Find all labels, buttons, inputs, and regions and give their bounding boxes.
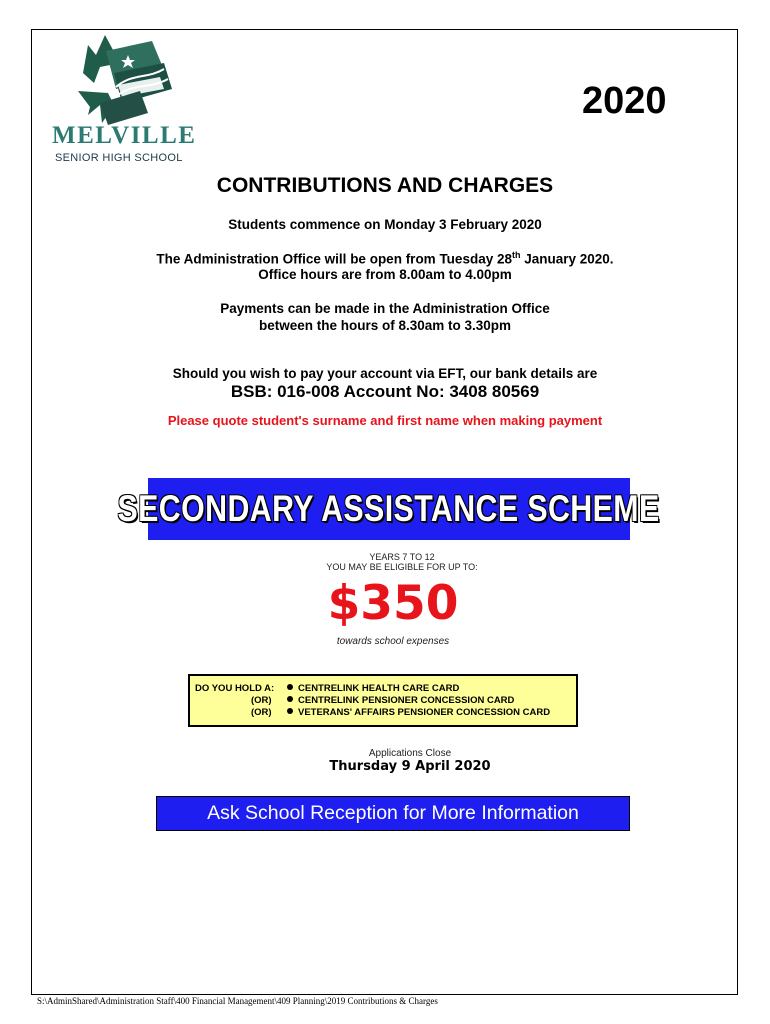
card-item-1-label: CENTRELINK HEALTH CARE CARD: [298, 683, 460, 694]
scheme-banner: [117, 478, 661, 540]
year-heading: 2020: [582, 80, 667, 122]
hold-label: DO YOU HOLD A:: [195, 683, 275, 694]
office-hours-text: Office hours are from 8.00am to 4.00pm: [258, 267, 512, 282]
or-label-1: (OR): [251, 695, 272, 706]
admin-open-after: January 2020.: [520, 251, 614, 267]
quote-note: Please quote student's surname and first name when making payment: [167, 413, 603, 428]
scheme-banner-text: SECONDARY ASSISTANCE SCHEME: [117, 488, 661, 529]
scheme-years: YEARS 7 TO 12: [369, 552, 435, 562]
page-title: CONTRIBUTIONS AND CHARGES: [216, 174, 554, 197]
admin-open-text: [0, 250, 770, 267]
footer-file-path: S:\AdminShared\Administration Staff\400 Financial Management\409 Planning\2019 Contributions & Charges: [37, 996, 438, 1006]
commence-text: Students commence on Monday 3 February 2020: [228, 217, 542, 232]
bullet-icon: [287, 684, 293, 690]
card-item-1: [287, 683, 459, 694]
applications-close-label: Applications Close: [368, 748, 452, 759]
applications-close-date: Thursday 9 April 2020: [329, 759, 491, 774]
bsb-account-text: BSB: 016-008 Account No: 3408 80569: [230, 382, 540, 401]
ask-reception-banner: Ask School Reception for More Information: [156, 796, 630, 831]
school-name: MELVILLE: [52, 122, 197, 149]
eft-text: Should you wish to pay your account via EFT, our bank details are: [172, 366, 598, 381]
crest-icon: [78, 35, 172, 125]
admin-open-sup: th: [511, 250, 521, 260]
card-item-2: [287, 695, 514, 706]
or-label-2: (OR): [251, 707, 272, 718]
eligibility-box: [188, 674, 578, 727]
card-item-3-label: VETERANS' AFFAIRS PENSIONER CONCESSION CARD: [298, 707, 551, 718]
card-item-2-label: CENTRELINK PENSIONER CONCESSION CARD: [298, 695, 515, 706]
scheme-amount: $350: [327, 576, 459, 631]
admin-open-before: The Administration Office will be open from Tuesday 28: [156, 251, 512, 267]
scheme-eligible: YOU MAY BE ELIGIBLE FOR UP TO:: [326, 562, 478, 572]
scheme-towards: towards school expenses: [336, 636, 450, 647]
bullet-icon: [287, 708, 293, 714]
payments-line-1: Payments can be made in the Administration Office: [220, 301, 550, 316]
bullet-icon: [287, 696, 293, 702]
school-subtitle: SENIOR HIGH SCHOOL: [55, 152, 183, 164]
card-item-3: [287, 707, 550, 718]
payments-line-2: between the hours of 8.30am to 3.30pm: [258, 318, 512, 333]
